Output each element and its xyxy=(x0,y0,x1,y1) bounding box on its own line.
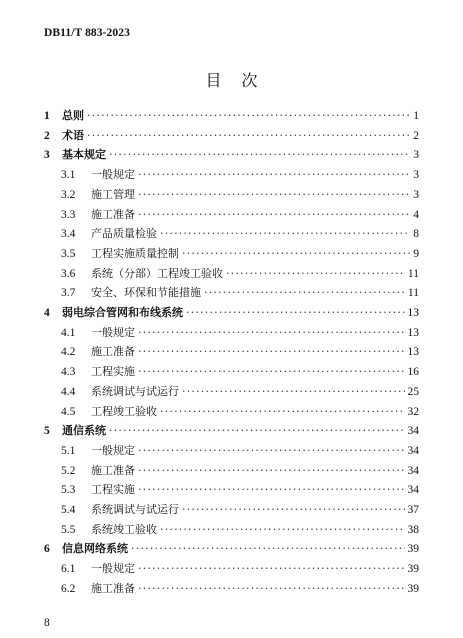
toc-entry-title: 一般规定 xyxy=(91,443,135,457)
toc-entry-title: 系统调试与试运行 xyxy=(91,384,179,398)
toc-entry-number: 4.2 xyxy=(61,346,76,359)
toc-entry-page: 34 xyxy=(407,444,419,457)
toc-entry-number: 3.1 xyxy=(61,169,76,182)
toc-dot-leader xyxy=(138,344,405,360)
toc-entry-number: 5.2 xyxy=(61,464,76,477)
toc-section-row[interactable] xyxy=(44,325,419,341)
toc-chapter-row[interactable] xyxy=(44,108,419,124)
toc-dot-leader xyxy=(138,463,405,479)
toc-entry-number: 3 xyxy=(44,149,50,162)
toc-entry-page: 13 xyxy=(407,307,419,319)
toc-dot-leader xyxy=(160,522,405,538)
toc-chapter-row[interactable] xyxy=(44,147,419,163)
toc-entry-page: 34 xyxy=(407,464,419,477)
toc-entry-page: 9 xyxy=(413,247,419,260)
toc-dot-leader xyxy=(138,443,405,459)
toc-entry-title: 一般规定 xyxy=(91,562,135,576)
toc-entry-title: 施工准备 xyxy=(91,345,135,359)
toc-section-row[interactable] xyxy=(44,246,419,262)
toc-section-row[interactable] xyxy=(44,522,419,538)
toc-entry-page: 4 xyxy=(413,208,419,221)
toc-entry-number: 1 xyxy=(44,110,50,122)
toc-entry-page: 8 xyxy=(413,228,419,241)
toc-section-row[interactable] xyxy=(44,384,419,400)
toc-dot-leader xyxy=(138,325,405,341)
toc-entry-title: 术语 xyxy=(62,128,84,142)
toc-entry-number: 3.4 xyxy=(61,228,76,241)
toc-entry-number: 6.2 xyxy=(61,582,76,595)
toc-entry-title: 工程实施质量控制 xyxy=(91,246,179,260)
toc-dot-leader xyxy=(182,246,410,262)
toc-entry-page: 34 xyxy=(407,484,419,497)
toc-entry-number: 5.4 xyxy=(61,504,76,516)
toc-section-row[interactable] xyxy=(44,463,419,479)
toc-entry-page: 11 xyxy=(407,287,419,300)
toc-entry-number: 3.5 xyxy=(61,247,76,260)
toc-entry-number: 2 xyxy=(44,129,50,142)
toc-entry-page: 1 xyxy=(413,110,419,122)
toc-chapter-row[interactable] xyxy=(44,128,419,144)
toc-entry-page: 13 xyxy=(407,346,419,359)
toc-entry-number: 3.3 xyxy=(61,208,76,221)
toc-dot-leader xyxy=(138,482,405,498)
toc-entry-number: 5.5 xyxy=(61,523,76,536)
toc-entry-page: 37 xyxy=(407,504,419,516)
toc-section-row[interactable] xyxy=(44,266,419,282)
toc-entry-number: 4.3 xyxy=(61,366,76,379)
toc-dot-leader xyxy=(138,167,410,183)
toc-dot-leader xyxy=(138,187,410,203)
toc-section-row[interactable] xyxy=(44,207,419,223)
toc-entry-title: 基本规定 xyxy=(62,148,106,162)
toc-entry-title: 工程竣工验收 xyxy=(91,404,157,418)
toc-entry-number: 6.1 xyxy=(61,563,76,576)
toc-entry-number: 4.1 xyxy=(61,326,76,339)
toc-dot-leader xyxy=(204,285,405,301)
toc-section-row[interactable] xyxy=(44,561,419,577)
toc-entry-title: 产品质量检验 xyxy=(91,227,157,241)
toc-dot-leader xyxy=(160,226,410,242)
toc-section-row[interactable] xyxy=(44,344,419,360)
toc-entry-title: 施工管理 xyxy=(91,187,135,201)
toc-section-row[interactable] xyxy=(44,285,419,301)
toc-entry-page: 3 xyxy=(413,149,419,162)
toc-entry-title: 系统调试与试运行 xyxy=(91,503,179,516)
toc-entry-title: 安全、环保和节能措施 xyxy=(91,286,201,300)
toc-entry-number: 3.7 xyxy=(61,287,76,300)
toc-section-row[interactable] xyxy=(44,502,419,518)
toc-dot-leader xyxy=(109,423,405,439)
toc-dot-leader xyxy=(182,384,405,400)
document-code-header: DB11/T 883-2023 xyxy=(44,27,130,39)
toc-section-row[interactable] xyxy=(44,167,419,183)
toc-entry-number: 4.5 xyxy=(61,405,76,418)
toc-entry-page: 3 xyxy=(413,188,419,201)
toc-entry-number: 5 xyxy=(44,425,50,438)
toc-entry-number: 3.2 xyxy=(61,188,76,201)
toc-chapter-row[interactable] xyxy=(44,305,419,321)
toc-entry-page: 2 xyxy=(413,129,419,142)
toc-entry-page: 3 xyxy=(413,169,419,182)
toc-entry-title: 施工准备 xyxy=(91,463,135,477)
toc-entry-page: 25 xyxy=(407,385,419,398)
toc-entry-title: 一般规定 xyxy=(91,168,135,182)
toc-entry-number: 6 xyxy=(44,543,50,556)
toc-entry-number: 5.3 xyxy=(61,484,76,497)
toc-section-row[interactable] xyxy=(44,226,419,242)
toc-entry-page: 34 xyxy=(407,425,419,438)
toc-dot-leader xyxy=(138,364,405,380)
toc-entry-number: 5.1 xyxy=(61,444,76,457)
toc-entry-title: 系统竣工验收 xyxy=(91,522,157,536)
toc-entry-page: 39 xyxy=(407,563,419,576)
toc-entry-title: 施工准备 xyxy=(91,581,135,595)
toc-entry-number: 4 xyxy=(44,307,50,319)
toc-section-row[interactable] xyxy=(44,581,419,597)
toc-chapter-row[interactable] xyxy=(44,423,419,439)
toc-entry-page: 16 xyxy=(407,366,419,379)
toc-entry-title: 工程实施 xyxy=(91,365,135,379)
toc-section-row[interactable] xyxy=(44,404,419,420)
toc-section-row[interactable] xyxy=(44,482,419,498)
toc-entry-page: 39 xyxy=(407,582,419,595)
toc-section-row[interactable] xyxy=(44,187,419,203)
toc-entry-title: 工程实施 xyxy=(91,483,135,497)
page-number: 8 xyxy=(44,617,50,629)
toc-title: 目次 xyxy=(205,71,278,90)
toc-dot-leader xyxy=(109,147,410,163)
toc-dot-leader xyxy=(160,404,405,420)
toc-dot-leader xyxy=(138,581,405,597)
toc-entry-title: 施工准备 xyxy=(91,207,135,221)
toc-dot-leader xyxy=(226,266,405,282)
toc-entry-title: 信息网络系统 xyxy=(62,542,128,556)
toc-chapter-row[interactable] xyxy=(44,541,419,557)
toc-dot-leader xyxy=(87,108,410,124)
toc-entry-title: 通信系统 xyxy=(62,424,106,438)
toc-entry-page: 32 xyxy=(407,405,419,418)
toc-dot-leader xyxy=(87,128,410,144)
toc-entry-title: 系统（分部）工程竣工验收 xyxy=(91,266,223,280)
toc-entry-title: 一般规定 xyxy=(91,325,135,339)
toc-dot-leader xyxy=(138,207,410,223)
toc-section-row[interactable] xyxy=(44,443,419,459)
toc-dot-leader xyxy=(182,502,405,518)
toc-entry-title: 总则 xyxy=(62,109,84,122)
toc-entry-number: 4.4 xyxy=(61,385,76,398)
toc-dot-leader xyxy=(131,541,405,557)
toc-entry-page: 11 xyxy=(407,267,419,280)
toc-entry-page: 39 xyxy=(407,543,419,556)
toc-entry-number: 3.6 xyxy=(61,267,76,280)
toc-entry-page: 13 xyxy=(407,326,419,339)
toc-dot-leader xyxy=(186,305,405,321)
toc-dot-leader xyxy=(138,561,405,577)
toc-entry-title: 弱电综合管网和布线系统 xyxy=(62,306,183,319)
toc-section-row[interactable] xyxy=(44,364,419,380)
toc-entry-page: 38 xyxy=(407,523,419,536)
